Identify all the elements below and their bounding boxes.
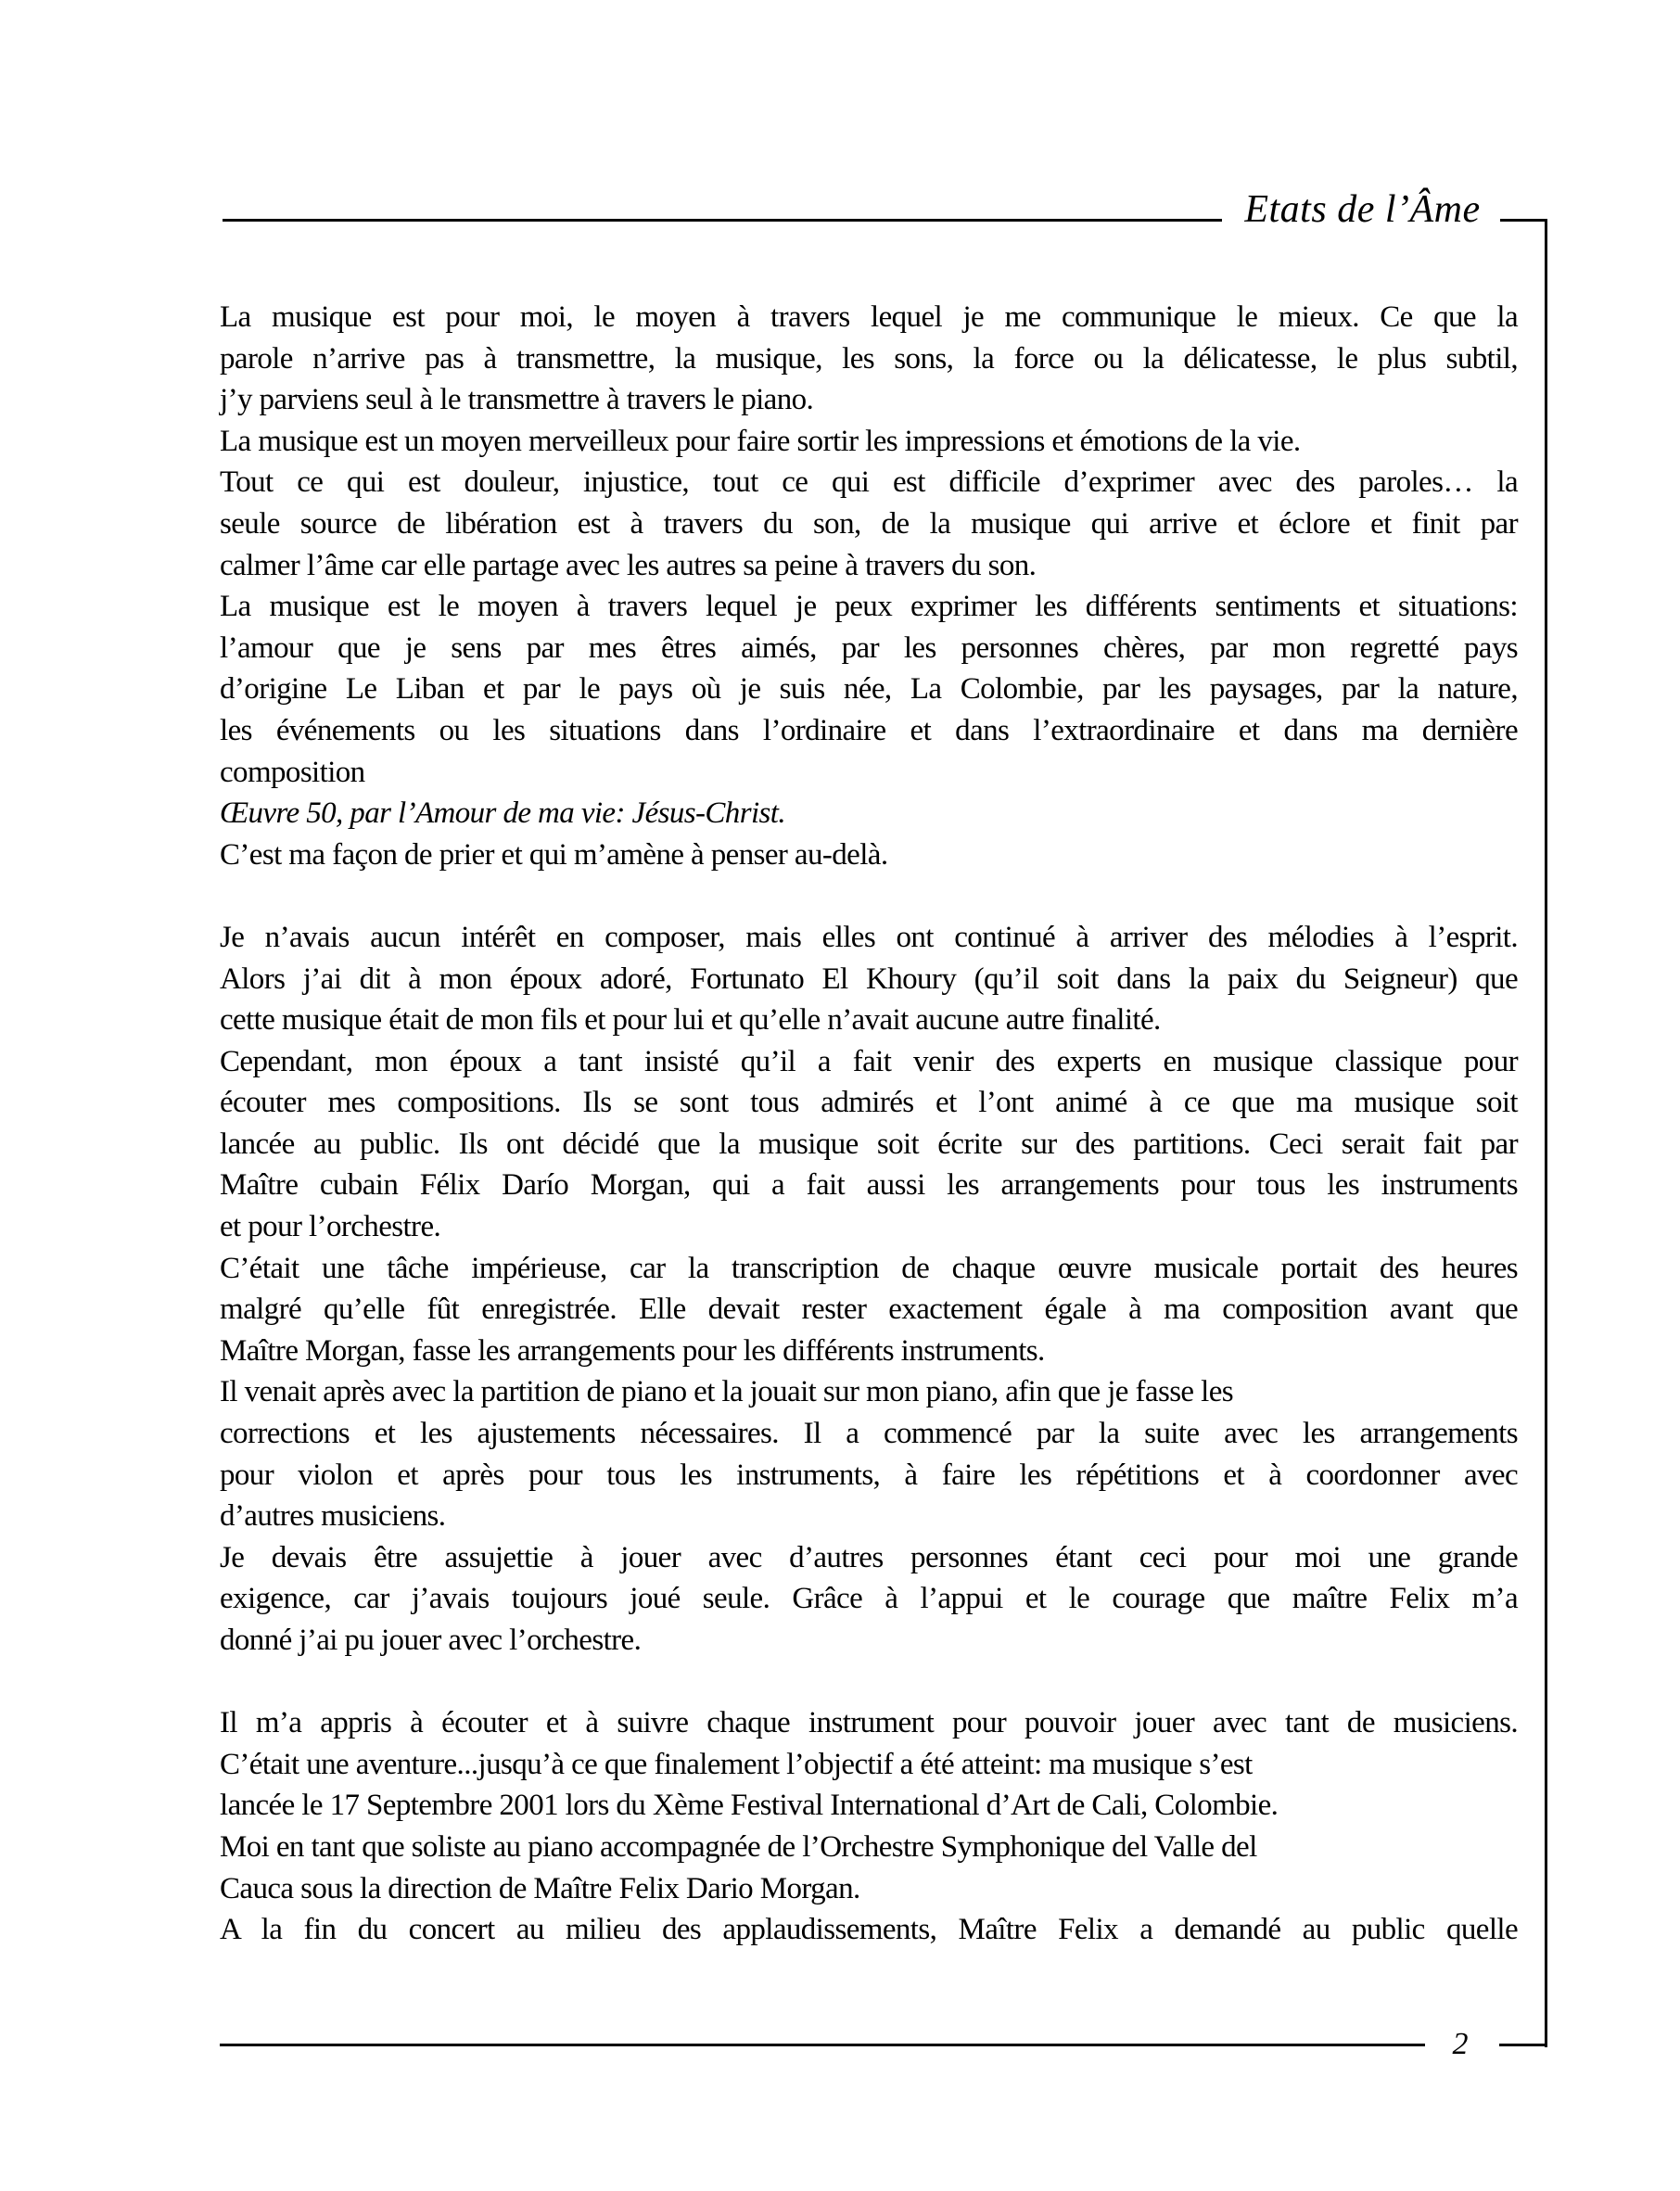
text-line: exigence, car j’avais toujours joué seule. Grâce à l’appui et le courage que maître Felix m’a	[220, 1582, 1518, 1616]
work-title	[220, 793, 1518, 834]
text-line: calmer l’âme car elle partage avec les autres sa peine à travers du son.	[220, 548, 1037, 582]
text-line: A la fin du concert au milieu des applaudissements, Maître Felix a demandé au public quelle	[220, 1913, 1518, 1947]
text-line: cette musique était de mon fils et pour lui et qu’elle n’avait aucune autre finalité.	[220, 1003, 1161, 1038]
page-frame-right-border	[1545, 219, 1547, 2047]
text-line: seule source de libération est à travers du son, de la musique qui arrive et éclore et finit par	[220, 506, 1518, 541]
page-number: 2	[1452, 2027, 1469, 2061]
text-line: Maître cubain Félix Darío Morgan, qui a fait aussi les arrangements pour tous les instruments	[220, 1168, 1518, 1203]
text-line: La musique est pour moi, le moyen à travers lequel je me communique le mieux. Ce que la	[220, 300, 1518, 334]
text-line: écouter mes compositions. Ils se sont tous admirés et l’ont animé à ce que ma musique soit	[220, 1086, 1518, 1120]
text-line: malgré qu’elle fût enregistrée. Elle devait rester exactement égale à ma composition avant que	[220, 1293, 1518, 1327]
paragraph	[220, 421, 1518, 586]
text-line: Je n’avais aucun intérêt en composer, mais elles ont continué à arriver des mélodies à l’esprit.	[220, 920, 1518, 954]
text-line: C’était une tâche impérieuse, car la transcription de chaque œuvre musicale portait des heures	[220, 1251, 1518, 1285]
text-line: Alors j’ai dit à mon époux adoré, Fortunato El Khoury (qu’il soit dans la paix du Seigneur) que	[220, 962, 1518, 996]
paragraph-gap	[220, 1662, 1518, 1703]
header-rule-left	[223, 219, 1222, 222]
text-line: lancée au public. Ils ont décidé que la musique soit écrite sur des partitions. Ceci serait fait par	[220, 1127, 1518, 1161]
paragraph	[220, 586, 1518, 793]
text-line: Tout ce qui est douleur, injustice, tout ce qui est difficile d’exprimer avec des paroles… la	[220, 465, 1518, 500]
paragraph	[220, 1248, 1518, 1372]
text-line: parole n’arrive pas à transmettre, la musique, les sons, la force ou la délicatesse, le plus subtil,	[220, 341, 1518, 376]
paragraph-gap	[220, 875, 1518, 917]
text-line: composition	[220, 755, 365, 789]
paragraph	[220, 834, 1518, 876]
paragraph	[220, 917, 1518, 1041]
text-line: et pour l’orchestre.	[220, 1210, 441, 1244]
body-text	[220, 297, 1518, 1951]
text-line: d’origine Le Liban et par le pays où je suis née, La Colombie, par les paysages, par la nature,	[220, 672, 1518, 707]
text-line: les événements ou les situations dans l’ordinaire et dans l’extraordinaire et dans ma dernière	[220, 713, 1518, 747]
text-line: l’amour que je sens par mes êtres aimés, par les personnes chères, par mon regretté pays	[220, 631, 1518, 665]
text-line: Maître Morgan, fasse les arrangements pour les différents instruments.	[220, 1333, 1045, 1368]
text-line: corrections et les ajustements nécessaires. Il a commencé par la suite avec les arrangements	[220, 1417, 1518, 1451]
text-line: j’y parviens seul à le transmettre à travers le piano.	[220, 383, 814, 417]
text-line-italic: Œuvre 50, par l’Amour de ma vie: Jésus-Christ.	[220, 796, 785, 831]
header-rule-right	[1500, 219, 1547, 222]
text-line: lancée le 17 Septembre 2001 lors du Xème Festival International d’Art de Cali, Colombie.	[220, 1789, 1279, 1823]
paragraph	[220, 1909, 1518, 1951]
text-line: C’était une aventure...jusqu’à ce que finalement l’objectif a été atteint: ma musique s’est	[220, 1747, 1253, 1781]
text-line: Cependant, mon époux a tant insisté qu’il a fait venir des experts en musique classique pour	[220, 1044, 1518, 1078]
text-line: La musique est le moyen à travers lequel je peux exprimer les différents sentiments et situations:	[220, 590, 1518, 624]
text-line: Il m’a appris à écouter et à suivre chaque instrument pour pouvoir jouer avec tant de musiciens.	[220, 1706, 1518, 1740]
text-line: Cauca sous la direction de Maître Felix Dario Morgan.	[220, 1871, 860, 1905]
text-line: donné j’ai pu jouer avec l’orchestre.	[220, 1624, 642, 1657]
running-header-title: Etats de l’Âme	[1244, 188, 1481, 231]
footer-rule-left	[220, 2044, 1425, 2046]
text-line: Il venait après avec la partition de piano et la jouait sur mon piano, afin que je fasse les	[220, 1375, 1233, 1409]
paragraph	[220, 297, 1518, 421]
text-line: pour violon et après pour tous les instruments, à faire les répétitions et à coordonner avec	[220, 1458, 1518, 1492]
footer-rule-right	[1499, 2044, 1547, 2046]
paragraph	[220, 1371, 1518, 1536]
paragraph	[220, 1537, 1518, 1662]
paragraph	[220, 1702, 1518, 1909]
text-line: C’est ma façon de prier et qui m’amène à penser au-delà.	[220, 837, 888, 872]
paragraph	[220, 1041, 1518, 1248]
text-line: Moi en tant que soliste au piano accompagnée de l’Orchestre Symphonique del Valle del	[220, 1829, 1257, 1864]
text-line: La musique est un moyen merveilleux pour faire sortir les impressions et émotions de la vie.	[220, 424, 1301, 458]
text-line: Je devais être assujettie à jouer avec d’autres personnes étant ceci pour moi une grande	[220, 1540, 1518, 1574]
text-line: d’autres musiciens.	[220, 1499, 446, 1534]
